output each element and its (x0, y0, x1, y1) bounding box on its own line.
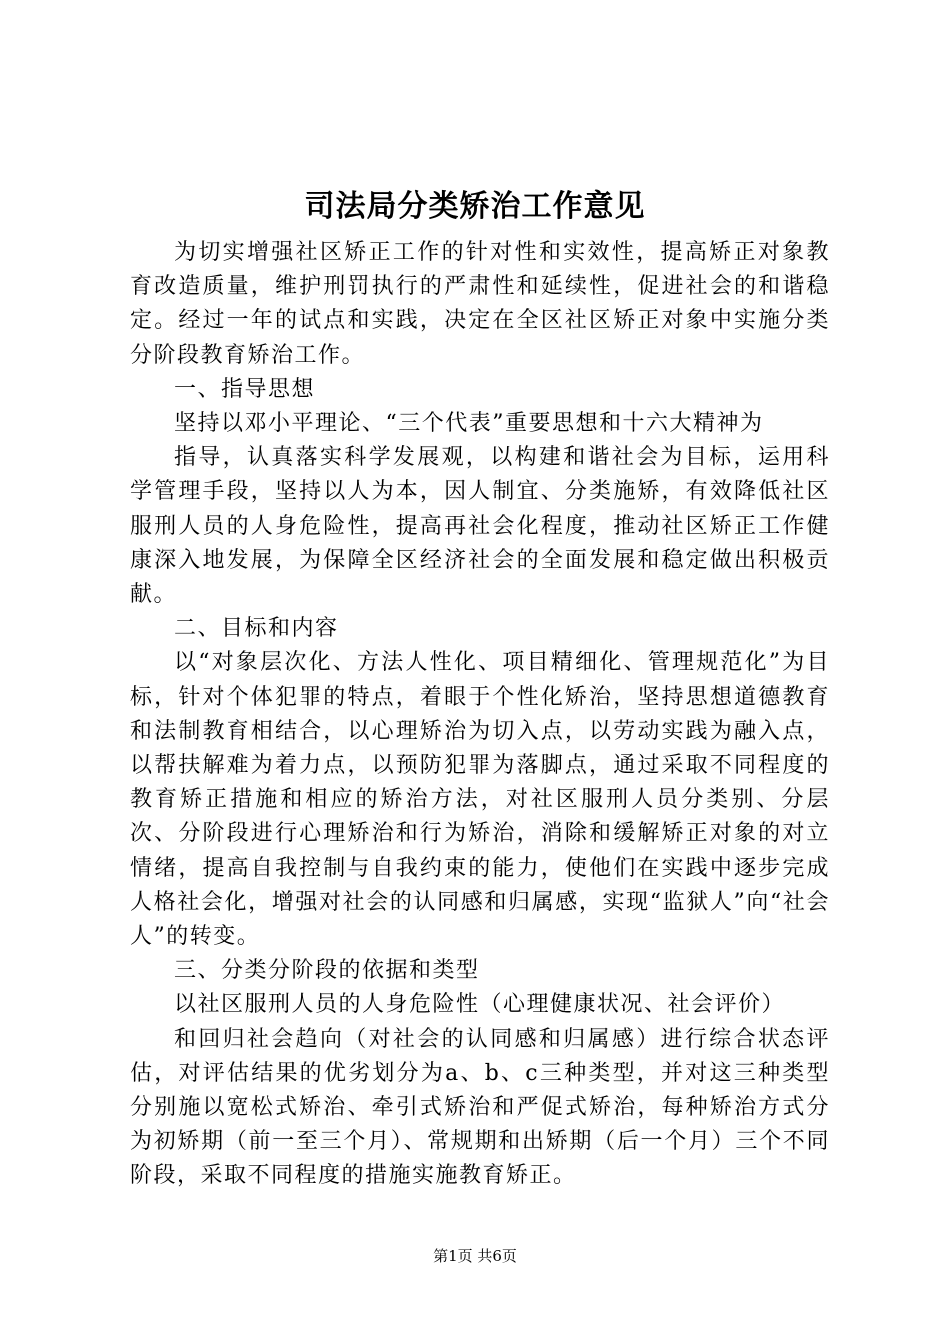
section-heading-guiding-thought: 一、指导思想 (174, 376, 316, 402)
classification-paragraph-2: 和回归社会趋向（对社会的认同感和归属感）进行综合状态评估，对评估结果的优劣划分为a、b、c三种类型，并对这三种类型分别施以宽松式矫治、牵引式矫治和严促式矫治，每种矫治方式分为初矫期（前一至三个月）、常规期和出矫期（后一个月）三个不同阶段，采取不同程度的措施实施教育矫正。 (130, 1026, 830, 1189)
section-heading-goals: 二、目标和内容 (174, 616, 339, 642)
guiding-thought-paragraph-2: 指导，认真落实科学发展观，以构建和谐社会为目标，运用科学管理手段，坚持以人为本，因人制宜、分类施矫，有效降低社区服刑人员的人身危险性，提高再社会化程度，推动社区矫正工作健康深入地发展，为保障全区经济社会的全面发展和稳定做出积极贡献。 (130, 445, 830, 608)
section-heading-classification: 三、分类分阶段的依据和类型 (174, 958, 480, 984)
guiding-thought-paragraph-1: 坚持以邓小平理论、“三个代表”重要思想和十六大精神为 (174, 411, 764, 437)
page-number-footer: 第1页 共6页 (433, 1247, 517, 1265)
document-body (130, 236, 830, 1194)
goals-paragraph: 以“对象层次化、方法人性化、项目精细化、管理规范化”为目标，针对个体犯罪的特点，着眼于个性化矫治，坚持思想道德教育和法制教育相结合，以心理矫治为切入点，以劳动实践为融入点，以帮扶解难为着力点，以预防犯罪为落脚点，通过采取不同程度的教育矫正措施和相应的矫治方法，对社区服刑人员分类别、分层次、分阶段进行心理矫治和行为矫治，消除和缓解矫正对象的对立情绪，提高自我控制与自我约束的能力，使他们在实践中逐步完成人格社会化，增强对社会的认同感和归属感，实现“监狱人”向“社会人”的转变。 (130, 650, 830, 950)
document-title: 司法局分类矫治工作意见 (304, 189, 646, 224)
classification-paragraph-1: 以社区服刑人员的人身危险性（心理健康状况、社会评价） (174, 992, 786, 1018)
intro-paragraph: 为切实增强社区矫正工作的针对性和实效性，提高矫正对象教育改造质量，维护刑罚执行的严肃性和延续性，促进社会的和谐稳定。经过一年的试点和实践，决定在全区社区矫正对象中实施分类分阶段教育矫治工作。 (130, 240, 830, 368)
